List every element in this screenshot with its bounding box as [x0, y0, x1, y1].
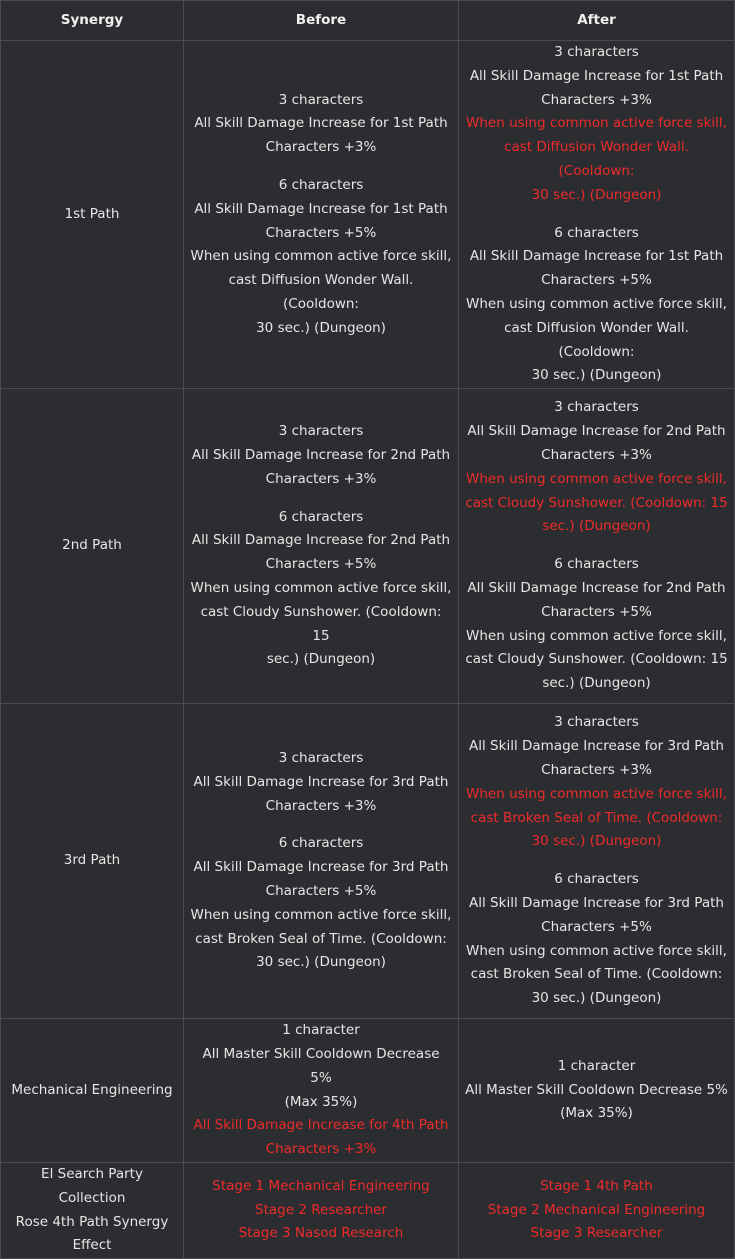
after-line: 3 characters — [554, 714, 639, 731]
before-line: Characters +5% — [265, 883, 377, 900]
before-line: When using common active force skill, — [190, 906, 452, 923]
spacer — [190, 818, 452, 832]
spacer — [465, 208, 728, 222]
spacer — [190, 492, 452, 506]
before-line: cast Broken Seal of Time. (Cooldown: — [195, 930, 447, 947]
after-line: 6 characters — [554, 871, 639, 888]
after-highlight-line: cast Broken Seal of Time. (Cooldown: — [470, 809, 723, 826]
after-highlight-line: cast Cloudy Sunshower. (Cooldown: 15 — [465, 494, 728, 511]
after-line: Characters +3% — [541, 761, 652, 778]
spacer — [465, 539, 728, 553]
before-line: 30 sec.) (Dungeon) — [256, 319, 386, 336]
before-highlight-line: Characters +3% — [265, 1141, 377, 1158]
before-line: When using common active force skill, — [190, 579, 452, 596]
after-line: cast Diffusion Wonder Wall. (Cooldown: — [504, 319, 689, 360]
after-line: All Skill Damage Increase for 2nd Path — [467, 423, 726, 440]
before-highlight-line: All Skill Damage Increase for 4th Path — [193, 1117, 449, 1134]
after-line: When using common active force skill, — [466, 942, 727, 959]
before-line: Characters +3% — [265, 797, 377, 814]
before-line: All Skill Damage Increase for 2nd Path — [191, 446, 451, 463]
after-highlight-line: cast Diffusion Wonder Wall. (Cooldown: — [504, 139, 689, 179]
after-line: When using common active force skill, — [466, 295, 727, 312]
after-line: (Max 35%) — [560, 1105, 633, 1122]
before-line: All Skill Damage Increase for 1st Path — [194, 200, 448, 217]
before-line: Characters +5% — [265, 556, 377, 573]
after-highlight-line: When using common active force skill, — [466, 115, 727, 132]
before-line: All Master Skill Cooldown Decrease 5% — [202, 1045, 440, 1086]
after-line: Characters +5% — [541, 272, 652, 289]
before-line: Characters +3% — [265, 139, 377, 156]
before-cell — [184, 1019, 459, 1163]
table-row-3rd-path — [1, 704, 735, 1019]
after-cell — [459, 1019, 735, 1163]
after-line: cast Broken Seal of Time. (Cooldown: — [470, 966, 723, 983]
after-highlight-line: When using common active force skill, — [466, 785, 727, 802]
after-line: Characters +5% — [541, 603, 652, 620]
after-cell — [459, 1162, 735, 1258]
after-highlight-line: Stage 1 4th Path — [540, 1177, 653, 1194]
before-line: cast Diffusion Wonder Wall. (Cooldown: — [228, 272, 414, 312]
before-line: sec.) (Dungeon) — [266, 651, 376, 668]
before-highlight-line: Stage 3 Nasod Research — [238, 1225, 404, 1242]
after-highlight-line: Stage 2 Mechanical Engineering — [487, 1201, 706, 1218]
after-line: All Skill Damage Increase for 1st Path — [469, 67, 724, 84]
before-highlight-line: Stage 2 Researcher — [255, 1201, 387, 1218]
after-highlight-line: 30 sec.) (Dungeon) — [531, 186, 662, 203]
after-line: All Skill Damage Increase for 3rd Path — [469, 894, 724, 911]
before-line: 3 characters — [278, 91, 364, 108]
synergy-name-line: Effect — [72, 1237, 112, 1254]
after-cell — [459, 41, 735, 389]
before-cell — [184, 704, 459, 1019]
after-line: 3 characters — [554, 399, 639, 416]
table-row-el-search-party — [1, 1162, 735, 1258]
after-highlight-line: When using common active force skill, — [466, 470, 727, 487]
after-line: 30 sec.) (Dungeon) — [531, 990, 662, 1007]
after-line: Characters +5% — [541, 918, 652, 935]
table-header-row — [1, 1, 735, 41]
after-line: All Skill Damage Increase for 3rd Path — [469, 738, 724, 755]
before-line: All Skill Damage Increase for 3rd Path — [193, 859, 449, 876]
before-line: 1 character — [282, 1022, 360, 1039]
after-highlight-line: 30 sec.) (Dungeon) — [531, 833, 662, 850]
before-cell — [184, 389, 459, 704]
after-line: All Skill Damage Increase for 2nd Path — [467, 579, 726, 596]
before-highlight-line: Stage 1 Mechanical Engineering — [212, 1177, 430, 1194]
after-line: Characters +3% — [541, 91, 652, 108]
before-line: All Skill Damage Increase for 2nd Path — [191, 532, 451, 549]
after-cell — [459, 389, 735, 704]
after-line: 30 sec.) (Dungeon) — [531, 367, 662, 384]
before-line: Characters +5% — [265, 224, 377, 241]
table-row-mechanical-engineering — [1, 1019, 735, 1163]
before-cell — [184, 41, 459, 389]
before-cell — [184, 1162, 459, 1258]
after-line: 6 characters — [554, 556, 639, 573]
before-line: Characters +3% — [265, 470, 377, 487]
header-synergy: Synergy — [1, 1, 184, 41]
before-line: 3 characters — [278, 423, 364, 440]
after-cell — [459, 704, 735, 1019]
before-line: 30 sec.) (Dungeon) — [256, 954, 386, 971]
before-line: cast Cloudy Sunshower. (Cooldown: 15 — [200, 603, 442, 644]
spacer — [190, 160, 452, 174]
before-line: 6 characters — [278, 176, 364, 193]
table-row-1st-path — [1, 41, 735, 389]
after-line: Characters +3% — [541, 446, 652, 463]
before-line: 6 characters — [278, 835, 364, 852]
table-row-2nd-path — [1, 389, 735, 704]
synergy-name-cell: Mechanical Engineering — [1, 1019, 184, 1163]
before-line: 6 characters — [278, 508, 364, 525]
after-highlight-line: Stage 3 Researcher — [530, 1225, 663, 1242]
after-line: All Skill Damage Increase for 1st Path — [469, 248, 724, 265]
before-line: (Max 35%) — [284, 1093, 358, 1110]
before-line: 3 characters — [278, 750, 364, 767]
after-line: sec.) (Dungeon) — [542, 675, 651, 692]
before-line: All Skill Damage Increase for 3rd Path — [193, 773, 449, 790]
before-line: All Skill Damage Increase for 1st Path — [194, 115, 448, 132]
after-line: 6 characters — [554, 224, 639, 241]
synergy-name-cell: 3rd Path — [1, 704, 184, 1019]
after-line: 1 character — [557, 1057, 636, 1074]
header-after: After — [459, 1, 735, 41]
synergy-name-cell: 2nd Path — [1, 389, 184, 704]
synergy-name-cell: 1st Path — [1, 41, 184, 389]
after-line: 3 characters — [554, 44, 639, 60]
header-before: Before — [184, 1, 459, 41]
synergy-name-cell — [1, 1162, 184, 1258]
synergy-name-line: Rose 4th Path Synergy — [15, 1213, 169, 1230]
after-highlight-line: sec.) (Dungeon) — [542, 518, 651, 535]
after-line: cast Cloudy Sunshower. (Cooldown: 15 — [465, 651, 728, 668]
after-line: When using common active force skill, — [466, 627, 727, 644]
after-line: All Master Skill Cooldown Decrease 5% — [465, 1081, 728, 1098]
spacer — [465, 854, 728, 868]
before-line: When using common active force skill, — [190, 248, 452, 265]
synergy-name-line: El Search Party Collection — [41, 1165, 143, 1206]
